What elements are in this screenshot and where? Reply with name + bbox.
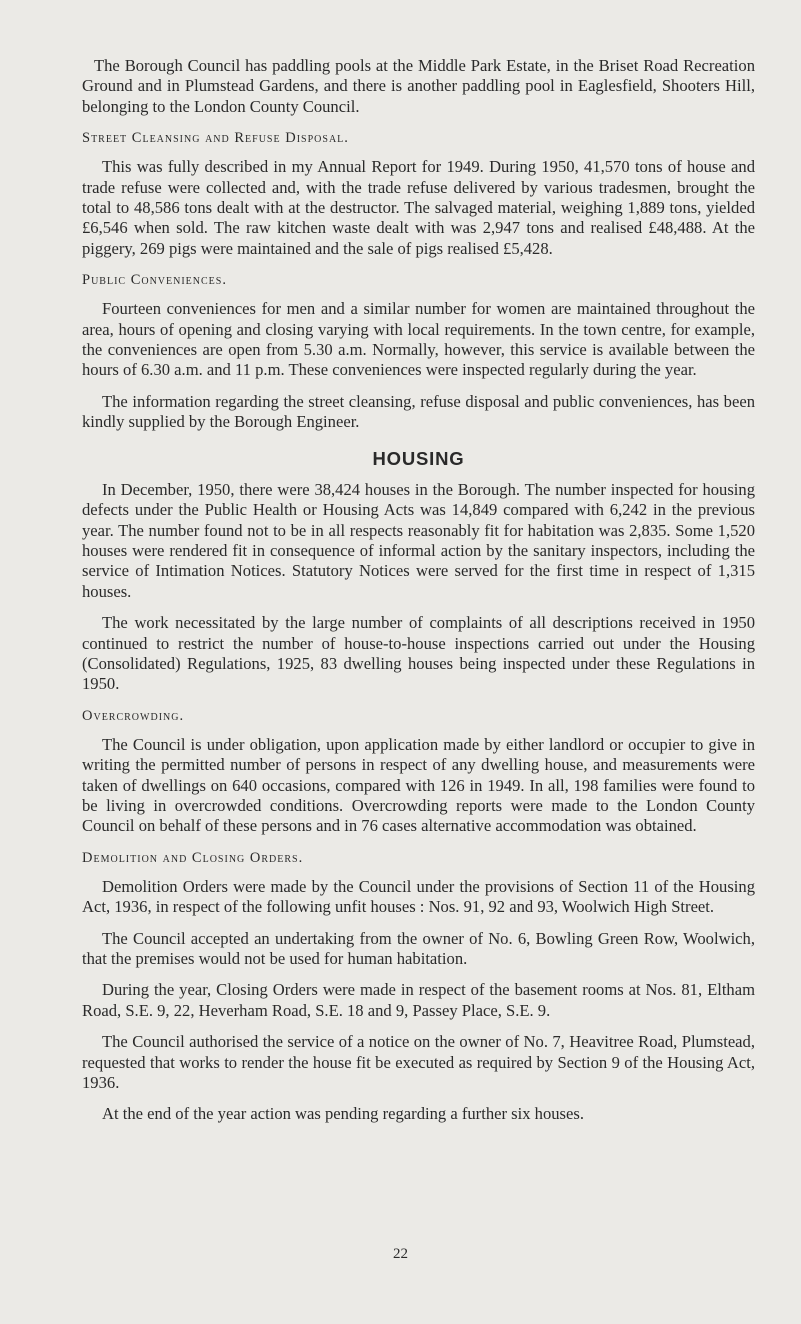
demolition-paragraph-1: Demolition Orders were made by the Council under the provisions of Section 11 of the Housing Act, 1936, in respect of the following unfit houses : Nos. 91, 92 and 93, Woolwich High Street. xyxy=(82,876,755,917)
housing-paragraph-2: The work necessitated by the large number of complaints of all descriptions received in 1950 continued to restrict the number of house-to-house inspections carried out under the Housing (Consolidated) Regulations, 1925, 83 dwelling houses being inspected under these Regulations in 1950. xyxy=(82,613,755,694)
demolition-heading: Demolition and Closing Orders. xyxy=(82,849,304,866)
street-cleansing-paragraph: This was fully described in my Annual Report for 1949. During 1950, 41,570 tons of house and trade refuse were collected and, with the trade refuse delivered by various tradesmen, brought the total to 48,586 tons dealt with at the destructor. The salvaged material, weighing 1,889 tons, yielded £6,546 when sold. The raw kitchen waste dealt with was 2,947 tons and realised £48,488. At the piggery, 269 pigs were maintained and the sale of pigs realised £5,428. xyxy=(82,157,755,258)
public-conveniences-heading: Public Conveniences. xyxy=(82,272,227,289)
overcrowding-paragraph: The Council is under obligation, upon application made by either landlord or occupier to give in writing the permitted number of persons in respect of any dwelling house, and measurements were taken of dwellings on 640 occasions, compared with 126 in 1949. In all, 198 families were found to be living in overcrowded conditions. Overcrowding reports were made to the London County Council on behalf of these persons and in 76 cases alternative accommodation was obtained. xyxy=(82,734,755,836)
street-cleansing-heading: Street Cleansing and Refuse Disposal. xyxy=(82,130,349,147)
overcrowding-heading: Overcrowding. xyxy=(82,707,185,724)
borough-engineer-paragraph: The information regarding the street cleansing, refuse disposal and public conveniences, has been kindly supplied by the Borough Engineer. xyxy=(82,391,755,432)
demolition-paragraph-2: The Council accepted an undertaking from the owner of No. 6, Bowling Green Row, Woolwich, that the premises would not be used for human habitation. xyxy=(82,928,755,968)
housing-paragraph-1: In December, 1950, there were 38,424 houses in the Borough. The number inspected for housing defects under the Public Health or Housing Acts was 14,849 compared with 6,242 in the previous year. The number found not to be in all respects reasonably fit for habitation was 2,835. Some 1,520 houses were rendered fit in consequence of informal action by the sanitary inspectors, including the service of Intimation Notices. Statutory Notices were served for the first time in respect of 1,315 houses. xyxy=(82,479,755,601)
housing-heading: HOUSING xyxy=(372,447,465,469)
demolition-paragraph-5: At the end of the year action was pending regarding a further six houses. xyxy=(102,1104,584,1124)
demolition-paragraph-3: During the year, Closing Orders were made in respect of the basement rooms at Nos. 81, Eltham Road, S.E. 9, 22, Heverham Road, S.E. 18 and 9, Passey Place, S.E. 9. xyxy=(82,980,755,1020)
page-number: 22 xyxy=(393,1246,408,1262)
paddling-pools-paragraph: The Borough Council has paddling pools at the Middle Park Estate, in the Briset Road Recreation Ground and in Plumstead Gardens, and there is another paddling pool in Eaglesfield, Shooters Hill, belonging to the London County Council. xyxy=(82,56,755,116)
demolition-paragraph-4: The Council authorised the service of a notice on the owner of No. 7, Heavitree Road, Plumstead, requested that works to render the house fit be executed as required by Section 9 of the Housing Act, 1936. xyxy=(82,1032,755,1093)
public-conveniences-paragraph: Fourteen conveniences for men and a similar number for women are maintained throughout the area, hours of opening and closing varying with local requirements. In the town centre, for example, the conveniences are open from 5.30 a.m. Normally, however, this service is available between the hours of 6.30 a.m. and 11 p.m. These conveniences were inspected regularly during the year. xyxy=(82,299,755,380)
